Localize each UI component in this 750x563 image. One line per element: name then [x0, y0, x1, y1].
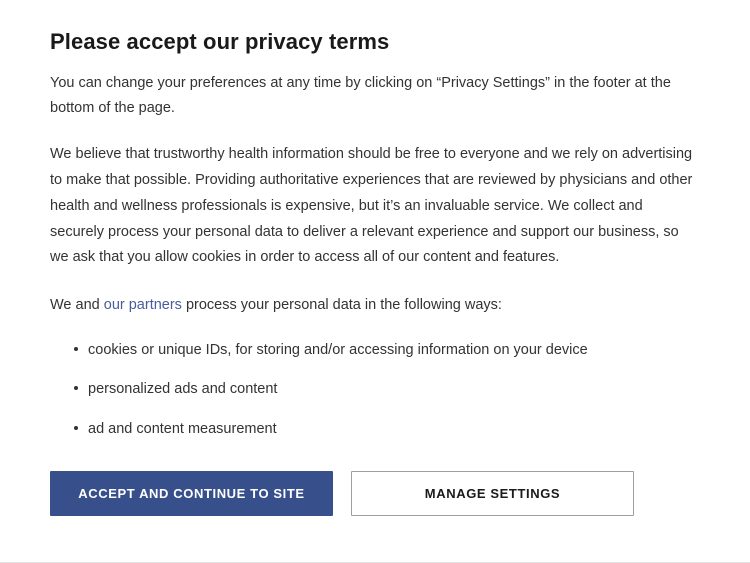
partners-paragraph [50, 293, 700, 319]
manage-settings-button[interactable]: MANAGE SETTINGS [351, 471, 634, 516]
list-item: personalized ads and content [88, 378, 700, 417]
our-partners-link[interactable]: our partners [103, 297, 182, 314]
partners-suffix-text: process your personal data in the following ways: [181, 297, 502, 314]
page-title: Please accept our privacy terms [50, 29, 390, 54]
dialog-actions [50, 471, 634, 516]
purpose-list [50, 339, 700, 457]
rationale-paragraph: We believe that trustworthy health information should be free to everyone and we rely on advertising to make that possible. Providing authoritative experiences that are reviewed by physicians and other health and wellness professionals is expensive, but it’s an invaluable service. We collect and securely process your personal data to deliver a relevant experience and support our business, so we ask that you allow cookies in order to access all of our content and features. [50, 146, 693, 266]
list-item: ad and content measurement [88, 418, 700, 457]
list-item: cookies or unique IDs, for storing and/or accessing information on your device [88, 339, 700, 378]
list-fade-overlay [0, 455, 750, 471]
partners-prefix-text: We and [50, 297, 104, 314]
accept-and-continue-button[interactable]: ACCEPT AND CONTINUE TO SITE [50, 471, 333, 516]
preferences-paragraph: You can change your preferences at any time by clicking on “Privacy Settings” in the footer at the bottom of the page. [50, 74, 671, 117]
